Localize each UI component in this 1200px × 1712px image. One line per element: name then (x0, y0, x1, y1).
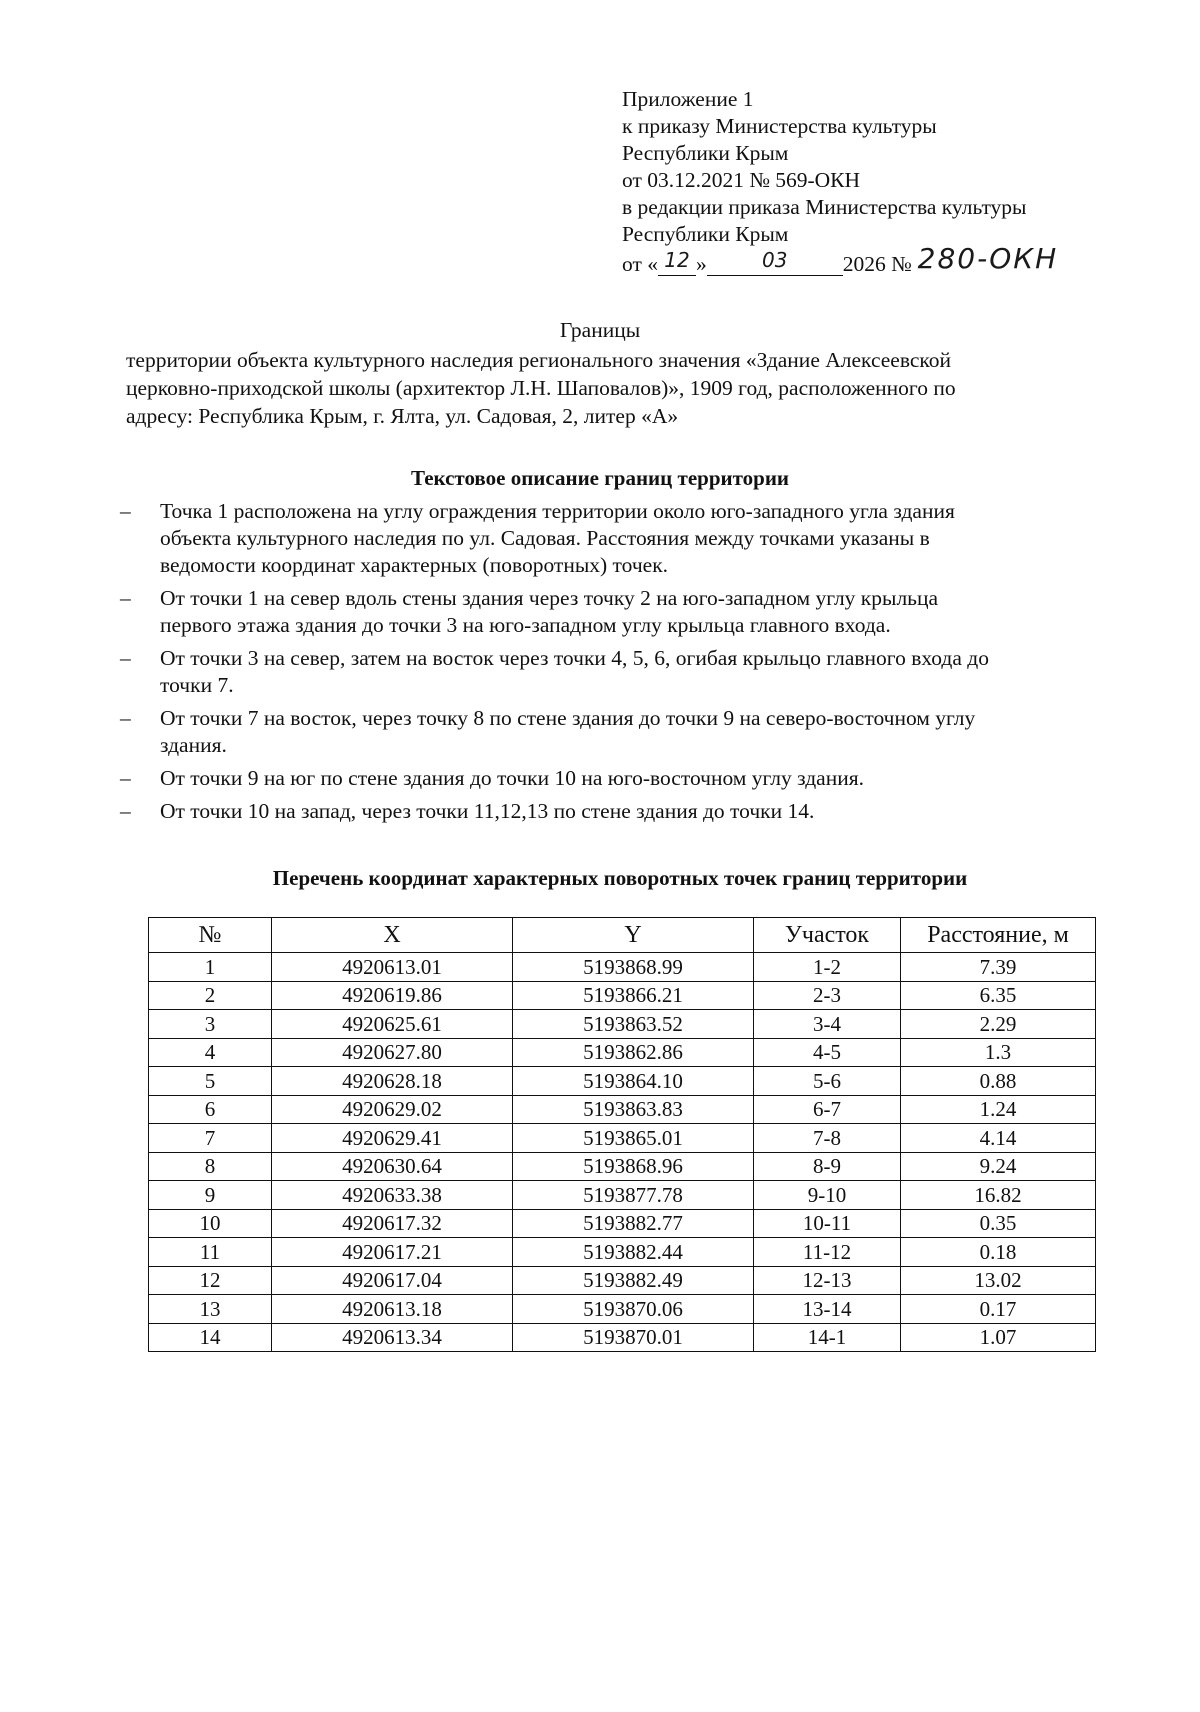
cell-x: 4920633.38 (272, 1181, 513, 1210)
cell-number: 10 (149, 1209, 272, 1238)
list-item-line: От точки 3 на север, затем на восток через точки 4, 5, 6, огибая крыльцо главного входа до (160, 646, 989, 670)
subject-line: церковно-приходской школы (архитектор Л.Н. Шаповалов)», 1909 год, расположенного по (126, 376, 956, 400)
document-title: Границы (559, 318, 641, 342)
list-item-line: От точки 9 на юг по стене здания до точки 10 на юго-восточном углу здания. (160, 766, 864, 790)
cell-x: 4920629.41 (272, 1124, 513, 1153)
header-line-edition: в редакции приказа Министерства культуры (622, 195, 1027, 219)
cell-distance: 0.17 (901, 1295, 1096, 1324)
date-mid: » (696, 252, 707, 276)
list-item-line: ведомости координат характерных (поворотных) точек. (160, 553, 669, 577)
header-line-republic-2: Республики Крым (622, 222, 789, 246)
cell-y: 5193868.96 (513, 1152, 754, 1181)
cell-distance: 0.35 (901, 1209, 1096, 1238)
table-row (149, 1266, 1096, 1295)
header-line-order-ref: к приказу Министерства культуры (622, 114, 937, 138)
cell-y: 5193870.01 (513, 1323, 754, 1352)
cell-segment: 14-1 (754, 1323, 901, 1352)
column-header-y: Y (513, 918, 754, 953)
table-row (149, 1152, 1096, 1181)
cell-number: 9 (149, 1181, 272, 1210)
cell-distance: 16.82 (901, 1181, 1096, 1210)
header-line-appendix: Приложение 1 (622, 87, 754, 111)
cell-distance: 1.07 (901, 1323, 1096, 1352)
cell-distance: 1.3 (901, 1038, 1096, 1067)
cell-y: 5193863.52 (513, 1010, 754, 1039)
cell-x: 4920627.80 (272, 1038, 513, 1067)
dash-bullet: – (120, 799, 131, 823)
header-line-republic: Республики Крым (622, 141, 789, 165)
table-body (149, 953, 1096, 1352)
appendix-header (622, 86, 1102, 278)
cell-number: 6 (149, 1095, 272, 1124)
handwritten-day: 12 (664, 248, 690, 272)
cell-segment: 11-12 (754, 1238, 901, 1267)
cell-segment: 3-4 (754, 1010, 901, 1039)
coordinates-table-heading: Перечень координат характерных поворотных точек границ территории (272, 866, 968, 890)
cell-x: 4920617.21 (272, 1238, 513, 1267)
boundary-description-list (114, 498, 1114, 831)
cell-y: 5193862.86 (513, 1038, 754, 1067)
list-item-line: объекта культурного наследия по ул. Садовая. Расстояния между точками указаны в (160, 526, 930, 550)
cell-number: 2 (149, 981, 272, 1010)
cell-y: 5193864.10 (513, 1067, 754, 1096)
subject-line: адресу: Республика Крым, г. Ялта, ул. Садовая, 2, литер «А» (126, 404, 679, 428)
table-row (149, 1181, 1096, 1210)
cell-distance: 7.39 (901, 953, 1096, 982)
list-item-line: От точки 10 на запад, через точки 11,12,13 по стене здания до точки 14. (160, 799, 815, 823)
list-item (114, 705, 1114, 759)
cell-number: 12 (149, 1266, 272, 1295)
coordinates-table (148, 917, 1096, 1352)
cell-x: 4920613.18 (272, 1295, 513, 1324)
cell-number: 1 (149, 953, 272, 982)
cell-segment: 5-6 (754, 1067, 901, 1096)
list-item (114, 585, 1114, 639)
cell-segment: 9-10 (754, 1181, 901, 1210)
cell-distance: 0.88 (901, 1067, 1096, 1096)
list-item (114, 798, 1114, 825)
cell-segment: 7-8 (754, 1124, 901, 1153)
month-blank (707, 248, 843, 276)
table-row (149, 1323, 1096, 1352)
cell-distance: 9.24 (901, 1152, 1096, 1181)
cell-x: 4920617.32 (272, 1209, 513, 1238)
table-row (149, 1010, 1096, 1039)
cell-number: 7 (149, 1124, 272, 1153)
column-header-distance: Расстояние, м (901, 918, 1096, 953)
handwritten-month: 03 (762, 248, 788, 272)
table-row (149, 981, 1096, 1010)
table-row (149, 1067, 1096, 1096)
dash-bullet: – (120, 499, 131, 523)
cell-x: 4920629.02 (272, 1095, 513, 1124)
cell-y: 5193870.06 (513, 1295, 754, 1324)
table-header-row (149, 918, 1096, 953)
cell-number: 5 (149, 1067, 272, 1096)
cell-number: 3 (149, 1010, 272, 1039)
header-line-original-date: от 03.12.2021 № 569-ОКН (622, 168, 861, 192)
cell-distance: 13.02 (901, 1266, 1096, 1295)
cell-segment: 12-13 (754, 1266, 901, 1295)
list-item-line: первого этажа здания до точки 3 на юго-западном углу крыльца главного входа. (160, 613, 891, 637)
cell-x: 4920619.86 (272, 981, 513, 1010)
cell-segment: 2-3 (754, 981, 901, 1010)
cell-segment: 4-5 (754, 1038, 901, 1067)
table-row (149, 1038, 1096, 1067)
cell-number: 11 (149, 1238, 272, 1267)
cell-y: 5193877.78 (513, 1181, 754, 1210)
cell-segment: 10-11 (754, 1209, 901, 1238)
list-item-line: точки 7. (160, 673, 234, 697)
description-heading: Текстовое описание границ территории (410, 466, 790, 490)
year-text: 2026 № (842, 252, 912, 276)
list-item-line: От точки 7 на восток, через точку 8 по стене здания до точки 9 на северо-восточном углу (160, 706, 976, 730)
cell-number: 8 (149, 1152, 272, 1181)
table-row (149, 1295, 1096, 1324)
cell-x: 4920617.04 (272, 1266, 513, 1295)
cell-y: 5193866.21 (513, 981, 754, 1010)
list-item (114, 498, 1114, 579)
subject-line: территории объекта культурного наследия регионального значения «Здание Алексеевской (126, 348, 952, 372)
cell-distance: 0.18 (901, 1238, 1096, 1267)
cell-y: 5193868.99 (513, 953, 754, 982)
cell-number: 13 (149, 1295, 272, 1324)
subject-description (126, 346, 1112, 430)
list-item-line: здания. (160, 733, 227, 757)
cell-y: 5193882.44 (513, 1238, 754, 1267)
dash-bullet: – (120, 706, 131, 730)
column-header-x: X (272, 918, 513, 953)
cell-x: 4920628.18 (272, 1067, 513, 1096)
table-row (149, 953, 1096, 982)
table-row (149, 1238, 1096, 1267)
cell-x: 4920625.61 (272, 1010, 513, 1039)
cell-distance: 1.24 (901, 1095, 1096, 1124)
cell-x: 4920630.64 (272, 1152, 513, 1181)
dash-bullet: – (120, 646, 131, 670)
table-row (149, 1209, 1096, 1238)
cell-x: 4920613.34 (272, 1323, 513, 1352)
column-header-segment: Участок (754, 918, 901, 953)
day-blank (658, 248, 696, 276)
cell-distance: 2.29 (901, 1010, 1096, 1039)
cell-segment: 13-14 (754, 1295, 901, 1324)
cell-segment: 8-9 (754, 1152, 901, 1181)
list-item-line: От точки 1 на север вдоль стены здания через точку 2 на юго-западном углу крыльца (160, 586, 939, 610)
header-date-line (622, 242, 1102, 278)
cell-segment: 1-2 (754, 953, 901, 982)
cell-y: 5193865.01 (513, 1124, 754, 1153)
cell-y: 5193863.83 (513, 1095, 754, 1124)
cell-x: 4920613.01 (272, 953, 513, 982)
cell-segment: 6-7 (754, 1095, 901, 1124)
list-item (114, 765, 1114, 792)
cell-y: 5193882.77 (513, 1209, 754, 1238)
table-row (149, 1095, 1096, 1124)
date-prefix: от « (622, 252, 658, 276)
cell-y: 5193882.49 (513, 1266, 754, 1295)
cell-number: 14 (149, 1323, 272, 1352)
handwritten-order-number: 280-ОКН (917, 242, 1059, 275)
dash-bullet: – (120, 586, 131, 610)
cell-distance: 6.35 (901, 981, 1096, 1010)
cell-number: 4 (149, 1038, 272, 1067)
list-item (114, 645, 1114, 699)
list-item-line: Точка 1 расположена на углу ограждения территории около юго-западного угла здания (160, 499, 955, 523)
cell-distance: 4.14 (901, 1124, 1096, 1153)
table-row (149, 1124, 1096, 1153)
dash-bullet: – (120, 766, 131, 790)
column-header-number: № (149, 918, 272, 953)
